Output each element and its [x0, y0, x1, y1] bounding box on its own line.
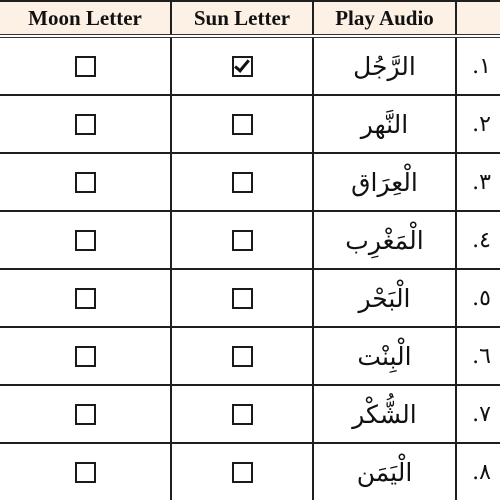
- row-number-cell: [456, 443, 500, 500]
- moon-letter-cell: [0, 211, 171, 269]
- sun-letter-checkbox[interactable]: [232, 462, 253, 483]
- row-number: ٦.: [472, 343, 491, 369]
- table-row: [0, 211, 500, 269]
- arabic-word[interactable]: الْبِنْت: [357, 341, 412, 371]
- moon-letter-header: Moon Letter: [0, 1, 171, 36]
- moon-letter-checkbox[interactable]: [75, 114, 96, 135]
- sun-letter-cell: [171, 327, 313, 385]
- sun-letter-checkbox[interactable]: [232, 346, 253, 367]
- row-number: ٥.: [472, 285, 491, 311]
- row-number: ٨.: [472, 459, 491, 485]
- moon-letter-checkbox[interactable]: [75, 346, 96, 367]
- row-number-cell: [456, 327, 500, 385]
- arabic-word[interactable]: الشُّكْر: [352, 399, 417, 429]
- table-row: [0, 327, 500, 385]
- table-row: [0, 95, 500, 153]
- play-audio-cell[interactable]: [313, 95, 456, 153]
- moon-letter-checkbox[interactable]: [75, 172, 96, 193]
- moon-letter-checkbox[interactable]: [75, 404, 96, 425]
- moon-letter-cell: [0, 95, 171, 153]
- moon-letter-checkbox[interactable]: [75, 230, 96, 251]
- sun-letter-checkbox[interactable]: [232, 230, 253, 251]
- moon-letter-cell: [0, 153, 171, 211]
- sun-letter-checkbox[interactable]: [232, 56, 253, 77]
- number-header: [456, 1, 500, 36]
- sun-letter-cell: [171, 95, 313, 153]
- moon-letter-cell: [0, 443, 171, 500]
- row-number-cell: [456, 153, 500, 211]
- table-row: [0, 153, 500, 211]
- play-audio-cell[interactable]: [313, 36, 456, 95]
- arabic-word[interactable]: الْبَحْر: [358, 283, 411, 313]
- row-number-cell: [456, 36, 500, 95]
- row-number-cell: [456, 385, 500, 443]
- sun-letter-cell: [171, 443, 313, 500]
- table-row: [0, 36, 500, 95]
- arabic-word[interactable]: الْيَمَن: [356, 457, 413, 487]
- sun-letter-cell: [171, 36, 313, 95]
- row-number: ٧.: [472, 401, 491, 427]
- row-number-cell: [456, 269, 500, 327]
- moon-letter-checkbox[interactable]: [75, 56, 96, 77]
- row-number-cell: [456, 95, 500, 153]
- sun-letter-checkbox[interactable]: [232, 404, 253, 425]
- sun-letter-header: Sun Letter: [171, 1, 313, 36]
- header-row: [0, 1, 500, 36]
- moon-letter-cell: [0, 385, 171, 443]
- table-row: [0, 385, 500, 443]
- play-audio-cell[interactable]: [313, 153, 456, 211]
- play-audio-cell[interactable]: [313, 211, 456, 269]
- sun-letter-checkbox[interactable]: [232, 172, 253, 193]
- row-number: ١.: [472, 53, 491, 79]
- sun-letter-cell: [171, 385, 313, 443]
- moon-letter-cell: [0, 327, 171, 385]
- moon-letter-checkbox[interactable]: [75, 288, 96, 309]
- table-row: [0, 443, 500, 500]
- moon-letter-cell: [0, 36, 171, 95]
- arabic-word[interactable]: الرَّجُل: [353, 51, 416, 81]
- arabic-word[interactable]: الْمَغْرِب: [345, 225, 424, 255]
- arabic-word[interactable]: الْعِرَاق: [351, 167, 418, 197]
- row-number: ٤.: [472, 227, 491, 253]
- sun-letter-checkbox[interactable]: [232, 114, 253, 135]
- row-number: ٣.: [472, 169, 491, 195]
- sun-letter-cell: [171, 269, 313, 327]
- play-audio-header: Play Audio: [313, 1, 456, 36]
- play-audio-cell[interactable]: [313, 269, 456, 327]
- moon-letter-checkbox[interactable]: [75, 462, 96, 483]
- sun-letter-cell: [171, 211, 313, 269]
- play-audio-cell[interactable]: [313, 385, 456, 443]
- sun-letter-checkbox[interactable]: [232, 288, 253, 309]
- row-number: ٢.: [472, 111, 491, 137]
- table-row: [0, 269, 500, 327]
- sun-letter-cell: [171, 153, 313, 211]
- play-audio-cell[interactable]: [313, 327, 456, 385]
- row-number-cell: [456, 211, 500, 269]
- arabic-word[interactable]: النَّهر: [360, 109, 409, 139]
- play-audio-cell[interactable]: [313, 443, 456, 500]
- moon-letter-cell: [0, 269, 171, 327]
